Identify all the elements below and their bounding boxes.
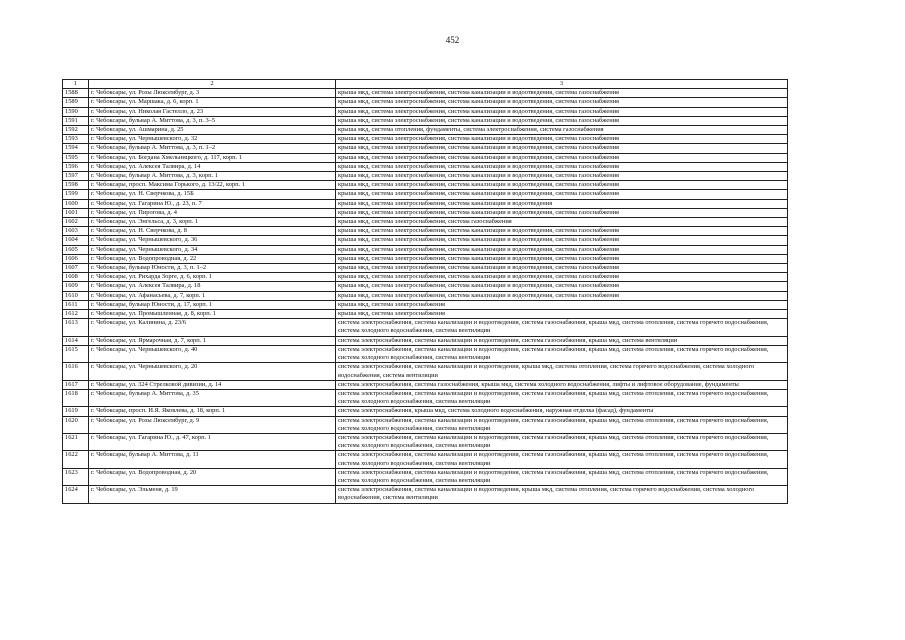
row-number-cell: 1609	[63, 282, 89, 291]
address-cell: г. Чебоксары, ул. Чернышевского, д. 34	[89, 245, 336, 254]
address-cell: г. Чебоксары, ул. Водопроводная, д. 22	[89, 254, 336, 263]
row-number-cell: 1592	[63, 126, 89, 135]
address-cell: г. Чебоксары, ул. Ашмарина, д. 25	[89, 126, 336, 135]
address-cell: г. Чебоксары, ул. Калинина, д. 23/6	[89, 319, 336, 336]
table-row	[63, 208, 788, 217]
address-cell: г. Чебоксары, бульвар Юности, д. 17, корп. 1	[89, 300, 336, 309]
works-cell: система электроснабжения, система канализации и водоотведения, система газоснабжения, крыша мкд, система отопления, система горячего водоснабжения, система холодного водоснабжения, система вентиляции	[336, 345, 788, 362]
address-cell: г. Чебоксары, ул. Чернышевского, д. 20	[89, 363, 336, 380]
row-number-cell: 1613	[63, 319, 89, 336]
table-row	[63, 336, 788, 345]
row-number-cell: 1618	[63, 389, 89, 406]
works-cell: крыша мкд, система электроснабжения, система канализации и водоотведения, система газоснабжения	[336, 273, 788, 282]
table-row	[63, 199, 788, 208]
address-cell: г. Чебоксары, ул. Богдана Хмельницкого, д. 117, корп. 1	[89, 153, 336, 162]
row-number-cell: 1624	[63, 486, 89, 503]
works-cell: крыша мкд, система электроснабжения, система канализации и водоотведения	[336, 199, 788, 208]
row-number-cell: 1605	[63, 245, 89, 254]
address-cell: г. Чебоксары, бульвар А. Миттова, д. 11	[89, 451, 336, 468]
works-cell: крыша мкд, система электроснабжения, система канализации и водоотведения, система газоснабжения	[336, 98, 788, 107]
table-row	[63, 319, 788, 336]
row-number-cell: 1599	[63, 190, 89, 199]
works-cell: крыша мкд, система электроснабжения, система канализации и водоотведения, система газоснабжения	[336, 144, 788, 153]
works-cell: крыша мкд, система электроснабжения, система канализации и водоотведения, система газоснабжения	[336, 208, 788, 217]
address-cell: г. Чебоксары, ул. Пирогова, д. 4	[89, 208, 336, 217]
address-cell: г. Чебоксары, ул. Гагарина Ю., д. 47, корп. 1	[89, 433, 336, 450]
works-cell: крыша мкд, система отопления, фундаменты, система электроснабжения, система газоснабжения	[336, 126, 788, 135]
register-table-body	[63, 80, 788, 504]
row-number-cell: 1601	[63, 208, 89, 217]
works-cell: крыша мкд, система электроснабжения, система канализации и водоотведения, система газоснабжения	[336, 107, 788, 116]
works-cell: система электроснабжения, система канализации и водоотведения, система газоснабжения, крыша мкд, система отопления, система горячего водоснабжения, система холодного водоснабжения, система вентиляции	[336, 319, 788, 336]
table-row	[63, 227, 788, 236]
row-number-cell: 1590	[63, 107, 89, 116]
table-row	[63, 172, 788, 181]
works-cell: крыша мкд, система электроснабжения, система канализации и водоотведения, система газоснабжения	[336, 282, 788, 291]
address-cell: г. Чебоксары, ул. 324 Стрелковой дивизии, д. 14	[89, 380, 336, 389]
table-row	[63, 310, 788, 319]
address-cell: г. Чебоксары, ул. Водопроводная, д. 20	[89, 468, 336, 485]
address-cell: г. Чебоксары, бульвар А. Миттова, д. 3, корп. 1	[89, 172, 336, 181]
works-cell: крыша мкд, система электроснабжения, система канализации и водоотведения, система газоснабжения	[336, 162, 788, 171]
table-row	[63, 254, 788, 263]
table-row	[63, 190, 788, 199]
table-row	[63, 236, 788, 245]
table-row	[63, 264, 788, 273]
address-cell: г. Чебоксары, ул. Рихарда Зорге, д. 6, корп. 1	[89, 273, 336, 282]
address-cell: г. Чебоксары, ул. Энгельса, д. 3, корп. 1	[89, 218, 336, 227]
row-number-cell: 1615	[63, 345, 89, 362]
table-row	[63, 300, 788, 309]
row-number-cell: 1595	[63, 153, 89, 162]
row-number-cell: 1603	[63, 227, 89, 236]
works-cell: крыша мкд, система электроснабжения, система канализации и водоотведения, система газоснабжения	[336, 116, 788, 125]
table-row	[63, 291, 788, 300]
address-cell: г. Чебоксары, ул. Промышленная, д. 8, корп. 1	[89, 310, 336, 319]
address-cell: г. Чебоксары, ул. Н. Сверчкова, д. 8	[89, 227, 336, 236]
address-cell: г. Чебоксары, ул. Маршака, д. 6, корп. 1	[89, 98, 336, 107]
address-cell: г. Чебоксары, ул. Розы Люксембург, д. 9	[89, 416, 336, 433]
table-row	[63, 273, 788, 282]
table-row	[63, 153, 788, 162]
table-row	[63, 468, 788, 485]
address-cell: г. Чебоксары, бульвар Юности, д. 3, п. 1–2	[89, 264, 336, 273]
table-row	[63, 451, 788, 468]
works-cell: система электроснабжения, крыша мкд, система холодного водоснабжения, наружная отделка (фасад), фундаменты	[336, 407, 788, 416]
works-cell: система электроснабжения, система канализации и водоотведения, система газоснабжения, крыша мкд, система вентиляции	[336, 336, 788, 345]
works-cell: крыша мкд, система электроснабжения, система канализации и водоотведения, система газоснабжения	[336, 227, 788, 236]
table-row	[63, 407, 788, 416]
works-cell: система электроснабжения, система канализации и водоотведения, система газоснабжения, крыша мкд, система отопления, система горячего водоснабжения, система холодного водоснабжения, система вентиляции	[336, 433, 788, 450]
table-row	[63, 389, 788, 406]
works-cell: крыша мкд, система электроснабжения, система канализации и водоотведения, система газоснабжения	[336, 135, 788, 144]
row-number-cell: 1602	[63, 218, 89, 227]
row-number-cell: 1593	[63, 135, 89, 144]
row-number-cell: 1617	[63, 380, 89, 389]
table-row	[63, 433, 788, 450]
row-number-cell: 1600	[63, 199, 89, 208]
row-number-cell: 1622	[63, 451, 89, 468]
address-cell: г. Чебоксары, ул. Н. Сверчкова, д. 15Б	[89, 190, 336, 199]
works-cell: крыша мкд, система электроснабжения, система канализации и водоотведения, система газоснабжения	[336, 89, 788, 98]
address-cell: г. Чебоксары, ул. Чернышевского, д. 32	[89, 135, 336, 144]
works-cell: система электроснабжения, система канализации и водоотведения, крыша мкд, система отопления, система горячего водоснабжения, система холодного водоснабжения, система вентиляции	[336, 486, 788, 503]
works-cell: крыша мкд, система электроснабжения, система канализации и водоотведения, система газоснабжения	[336, 245, 788, 254]
row-number-cell: 1610	[63, 291, 89, 300]
table-row	[63, 98, 788, 107]
column-header-2: 2	[89, 80, 336, 89]
column-header-1: 1	[63, 80, 89, 89]
row-number-cell: 1608	[63, 273, 89, 282]
address-cell: г. Чебоксары, просп. Максима Горького, д. 13/22, корп. 1	[89, 181, 336, 190]
address-cell: г. Чебоксары, ул. Эльменя, д. 19	[89, 486, 336, 503]
address-cell: г. Чебоксары, ул. Чернышевского, д. 40	[89, 345, 336, 362]
row-number-cell: 1597	[63, 172, 89, 181]
address-cell: г. Чебоксары, ул. Чернышевского, д. 36	[89, 236, 336, 245]
address-cell: г. Чебоксары, ул. Гагарина Ю., д. 23, п. 7	[89, 199, 336, 208]
table-row	[63, 89, 788, 98]
table-row	[63, 107, 788, 116]
row-number-cell: 1612	[63, 310, 89, 319]
works-cell: крыша мкд, система электроснабжения, система канализации и водоотведения, система газоснабжения	[336, 264, 788, 273]
works-cell: крыша мкд, система электроснабжения, система газоснабжения	[336, 218, 788, 227]
address-cell: г. Чебоксары, бульвар А. Миттова, д. 3, п. 3–5	[89, 116, 336, 125]
row-number-cell: 1611	[63, 300, 89, 309]
row-number-cell: 1604	[63, 236, 89, 245]
page-number: 452	[445, 35, 460, 45]
table-row	[63, 486, 788, 503]
address-cell: г. Чебоксары, бульвар А. Миттова, д. 35	[89, 389, 336, 406]
works-cell: крыша мкд, система электроснабжения, система канализации и водоотведения, система газоснабжения	[336, 291, 788, 300]
column-header-3: 3	[336, 80, 788, 89]
works-cell: система электроснабжения, система канализации и водоотведения, система газоснабжения, крыша мкд, система отопления, система горячего водоснабжения, система холодного водоснабжения, система вентиляции	[336, 468, 788, 485]
row-number-cell: 1588	[63, 89, 89, 98]
table-row	[63, 416, 788, 433]
table-row	[63, 218, 788, 227]
table-row	[63, 126, 788, 135]
address-cell: г. Чебоксары, ул. Ярмарочная, д. 7, корп. 1	[89, 336, 336, 345]
row-number-cell: 1620	[63, 416, 89, 433]
row-number-cell: 1594	[63, 144, 89, 153]
address-cell: г. Чебоксары, ул. Николая Гастелло, д. 23	[89, 107, 336, 116]
address-cell: г. Чебоксары, ул. Розы Люксембург, д. 3	[89, 89, 336, 98]
register-table	[62, 79, 788, 504]
table-row	[63, 116, 788, 125]
address-cell: г. Чебоксары, ул. Алексея Талвира, д. 14	[89, 162, 336, 171]
works-cell: крыша мкд, система электроснабжения, система канализации и водоотведения, система газоснабжения	[336, 181, 788, 190]
works-cell: система электроснабжения, система газоснабжения, крыша мкд, система холодного водоснабжения, лифты и лифтовое оборудование, фундаменты	[336, 380, 788, 389]
row-number-cell: 1607	[63, 264, 89, 273]
row-number-cell: 1616	[63, 363, 89, 380]
row-number-cell: 1623	[63, 468, 89, 485]
row-number-cell: 1614	[63, 336, 89, 345]
row-number-cell: 1606	[63, 254, 89, 263]
works-cell: крыша мкд, система электроснабжения	[336, 300, 788, 309]
works-cell: крыша мкд, система электроснабжения, система канализации и водоотведения, система газоснабжения	[336, 254, 788, 263]
table-row	[63, 345, 788, 362]
table-row	[63, 144, 788, 153]
column-number-row	[63, 80, 788, 89]
works-cell: крыша мкд, система электроснабжения, система канализации и водоотведения, система газоснабжения	[336, 236, 788, 245]
table-row	[63, 181, 788, 190]
works-cell: система электроснабжения, система канализации и водоотведения, система газоснабжения, крыша мкд, система отопления, система горячего водоснабжения, система холодного водоснабжения, система вентиляции	[336, 416, 788, 433]
works-cell: крыша мкд, система электроснабжения, система канализации и водоотведения, система газоснабжения	[336, 153, 788, 162]
row-number-cell: 1598	[63, 181, 89, 190]
table-row	[63, 135, 788, 144]
table-row	[63, 282, 788, 291]
works-cell: крыша мкд, система электроснабжения, система канализации и водоотведения, система газоснабжения	[336, 190, 788, 199]
works-cell: крыша мкд, система электроснабжения	[336, 310, 788, 319]
row-number-cell: 1619	[63, 407, 89, 416]
works-cell: система электроснабжения, система канализации и водоотведения, крыша мкд, система отопления, система горячего водоснабжения, система холодного водоснабжения, система вентиляции	[336, 363, 788, 380]
table-row	[63, 162, 788, 171]
row-number-cell: 1596	[63, 162, 89, 171]
address-cell: г. Чебоксары, просп. И.Я. Яковлева, д. 18, корп. 1	[89, 407, 336, 416]
table-row	[63, 245, 788, 254]
address-cell: г. Чебоксары, ул. Алексея Талвира, д. 18	[89, 282, 336, 291]
table-row	[63, 363, 788, 380]
address-cell: г. Чебоксары, бульвар А. Миттова, д. 3, п. 1–2	[89, 144, 336, 153]
table-row	[63, 380, 788, 389]
row-number-cell: 1589	[63, 98, 89, 107]
address-cell: г. Чебоксары, ул. Афанасьева, д. 7, корп. 1	[89, 291, 336, 300]
works-cell: система электроснабжения, система канализации и водоотведения, система газоснабжения, крыша мкд, система отопления, система горячего водоснабжения, система холодного водоснабжения, система вентиляции	[336, 451, 788, 468]
row-number-cell: 1621	[63, 433, 89, 450]
works-cell: система электроснабжения, система канализации и водоотведения, система газоснабжения, крыша мкд, система отопления, система горячего водоснабжения, система холодного водоснабжения, система вентиляции	[336, 389, 788, 406]
row-number-cell: 1591	[63, 116, 89, 125]
works-cell: крыша мкд, система электроснабжения, система канализации и водоотведения, система газоснабжения	[336, 172, 788, 181]
